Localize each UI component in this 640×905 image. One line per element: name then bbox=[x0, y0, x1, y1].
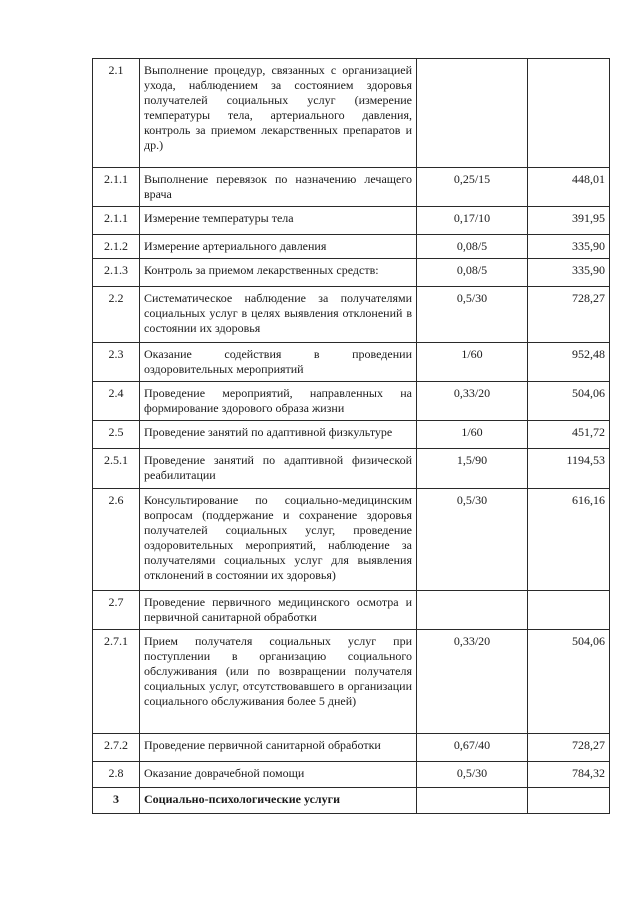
service-rate: 0,67/40 bbox=[417, 734, 528, 762]
service-price: 335,90 bbox=[528, 235, 610, 259]
row-number: 2.8 bbox=[93, 762, 140, 788]
row-number: 2.7 bbox=[93, 591, 140, 630]
service-name: Консультирование по социально-медицинским вопросам (поддержание и сохранение здоровья получателей социальных услуг, проведение оздоровительных мероприятий, наблюдение за получателями социальных услуг для выявления отклонений в состоянии их здоровья) bbox=[140, 489, 417, 591]
service-rate: 1/60 bbox=[417, 421, 528, 449]
service-rate: 1/60 bbox=[417, 343, 528, 382]
table-row bbox=[93, 207, 610, 235]
service-price: 335,90 bbox=[528, 259, 610, 287]
service-price: 448,01 bbox=[528, 168, 610, 207]
service-name: Проведение занятий по адаптивной физической реабилитации bbox=[140, 449, 417, 489]
table-row bbox=[93, 168, 610, 207]
service-name: Проведение мероприятий, направленных на формирование здорового образа жизни bbox=[140, 382, 417, 421]
service-name: Социально-психологические услуги bbox=[140, 788, 417, 814]
row-number: 2.1.1 bbox=[93, 207, 140, 235]
service-name: Измерение артериального давления bbox=[140, 235, 417, 259]
row-number: 2.1 bbox=[93, 59, 140, 168]
service-rate: 0,33/20 bbox=[417, 630, 528, 734]
service-rate: 0,08/5 bbox=[417, 235, 528, 259]
table-row bbox=[93, 382, 610, 421]
service-rate: 0,08/5 bbox=[417, 259, 528, 287]
row-number: 2.6 bbox=[93, 489, 140, 591]
service-price: 1194,53 bbox=[528, 449, 610, 489]
service-rate: 1,5/90 bbox=[417, 449, 528, 489]
row-number: 2.4 bbox=[93, 382, 140, 421]
table-row bbox=[93, 734, 610, 762]
service-rate: 0,5/30 bbox=[417, 287, 528, 343]
service-name: Проведение занятий по адаптивной физкультуре bbox=[140, 421, 417, 449]
service-rate: 0,25/15 bbox=[417, 168, 528, 207]
row-number: 2.1.1 bbox=[93, 168, 140, 207]
row-number: 2.5 bbox=[93, 421, 140, 449]
service-price: 728,27 bbox=[528, 734, 610, 762]
table-row bbox=[93, 762, 610, 788]
table-row bbox=[93, 287, 610, 343]
table-row bbox=[93, 449, 610, 489]
service-price: 952,48 bbox=[528, 343, 610, 382]
service-price: 784,32 bbox=[528, 762, 610, 788]
service-name: Проведение первичного медицинского осмотра и первичной санитарной обработки bbox=[140, 591, 417, 630]
service-name: Выполнение процедур, связанных с организацией ухода, наблюдением за состоянием здоровья получателей социальных услуг (измерение температуры тела, артериального давления, контроль за приемом лекарственных препаратов и др.) bbox=[140, 59, 417, 168]
service-name: Измерение температуры тела bbox=[140, 207, 417, 235]
service-rate bbox=[417, 59, 528, 168]
row-number: 2.5.1 bbox=[93, 449, 140, 489]
row-number: 2.3 bbox=[93, 343, 140, 382]
table-row bbox=[93, 630, 610, 734]
service-price: 391,95 bbox=[528, 207, 610, 235]
table-row bbox=[93, 235, 610, 259]
service-name: Систематическое наблюдение за получателями социальных услуг в целях выявления отклонений в состоянии их здоровья bbox=[140, 287, 417, 343]
service-rate: 0,17/10 bbox=[417, 207, 528, 235]
service-rate bbox=[417, 788, 528, 814]
row-number: 2.2 bbox=[93, 287, 140, 343]
row-number: 2.7.1 bbox=[93, 630, 140, 734]
service-price: 504,06 bbox=[528, 382, 610, 421]
service-price bbox=[528, 59, 610, 168]
table-row bbox=[93, 59, 610, 168]
service-rate: 0,33/20 bbox=[417, 382, 528, 421]
service-rate: 0,5/30 bbox=[417, 762, 528, 788]
table-row bbox=[93, 591, 610, 630]
row-number: 3 bbox=[93, 788, 140, 814]
service-name: Проведение первичной санитарной обработки bbox=[140, 734, 417, 762]
row-number: 2.1.2 bbox=[93, 235, 140, 259]
service-name: Контроль за приемом лекарственных средств: bbox=[140, 259, 417, 287]
table-row bbox=[93, 421, 610, 449]
service-price: 616,16 bbox=[528, 489, 610, 591]
table-row bbox=[93, 788, 610, 814]
row-number: 2.7.2 bbox=[93, 734, 140, 762]
row-number: 2.1.3 bbox=[93, 259, 140, 287]
service-price bbox=[528, 591, 610, 630]
services-table bbox=[92, 58, 610, 814]
table-row bbox=[93, 259, 610, 287]
service-name: Оказание содействия в проведении оздоровительных мероприятий bbox=[140, 343, 417, 382]
service-price: 504,06 bbox=[528, 630, 610, 734]
service-name: Прием получателя социальных услуг при поступлении в организацию социального обслуживания (или по возвращении получателя социальных услуг, отсутствовавшего в организации социального обслуживания более 5 дней) bbox=[140, 630, 417, 734]
service-price: 728,27 bbox=[528, 287, 610, 343]
service-price: 451,72 bbox=[528, 421, 610, 449]
service-name: Выполнение перевязок по назначению лечащего врача bbox=[140, 168, 417, 207]
service-name: Оказание доврачебной помощи bbox=[140, 762, 417, 788]
service-rate: 0,5/30 bbox=[417, 489, 528, 591]
service-rate bbox=[417, 591, 528, 630]
table-row bbox=[93, 343, 610, 382]
table-row bbox=[93, 489, 610, 591]
service-price bbox=[528, 788, 610, 814]
